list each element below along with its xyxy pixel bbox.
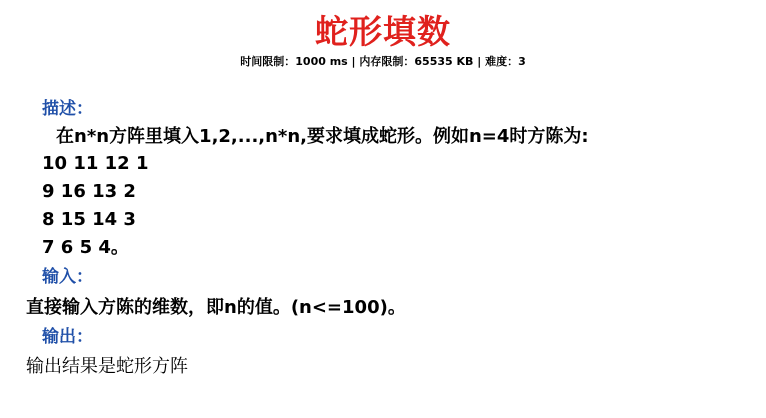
matrix-row: 10 11 12 1 <box>42 153 149 174</box>
matrix-row: 8 15 14 3 <box>42 209 136 230</box>
output-heading: 输出： <box>42 327 93 347</box>
problem-meta: 时间限制：1000 ms | 内存限制：65535 KB | 难度：3 <box>240 55 526 68</box>
example-matrix <box>42 150 148 262</box>
page-title: 蛇形填数 <box>315 12 451 51</box>
description-heading: 描述： <box>42 99 93 119</box>
output-text: 输出结果是蛇形方阵 <box>26 356 188 377</box>
description-text: 在n*n方阵里填入1,2,...,n*n,要求填成蛇形。例如n=4时方陈为: <box>56 126 589 147</box>
input-text: 直接输入方陈的维数，即n的值。(n<=100)。 <box>26 297 406 318</box>
input-heading: 输入： <box>42 267 93 287</box>
matrix-row: 7 6 5 4。 <box>42 237 129 258</box>
matrix-row: 9 16 13 2 <box>42 181 136 202</box>
